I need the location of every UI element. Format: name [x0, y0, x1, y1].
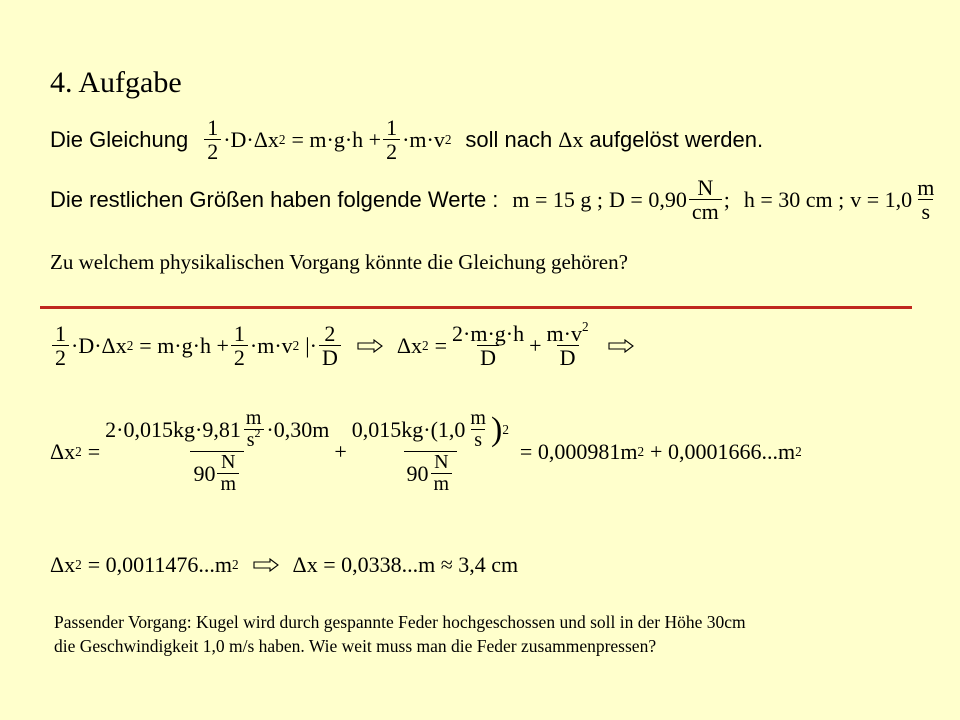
fraction-two-over-D: $\frac{2}{D}$	[319, 322, 341, 369]
solution-step-3: Δx 2 = 0,0011476...m 2 Δx = 0,0338...m ≈ 3,4 cm	[50, 552, 519, 577]
task-suffix-b: aufgelöst werden.	[589, 126, 764, 152]
solution-step-2: Δx 2 = 2·0,015kg·9,81 $\frac{m}{s^2}$ ·0,30m 90 $\frac{N}{m}$ + 0,015kg·(1,0 $\frac{m}{s}$ ) 2 90 $\frac{N}{m}$ = 0,000981m 2 + 0,0001666...m 2	[50, 407, 802, 495]
fraction-term-1: 2·0,015kg·9,81 $\frac{m}{s^2}$ ·0,30m 90 $\frac{N}{m}$	[105, 407, 330, 495]
unit-N-per-cm: $\frac{N}{cm}$	[689, 176, 722, 223]
step2-result-b: + 0,0001666...m	[650, 438, 796, 464]
answer-line-1: Passender Vorgang: Kugel wird durch gespannte Feder hochgeschossen und soll in der Höhe 30cm	[54, 612, 746, 632]
answer-line-2: die Geschwindigkeit 1,0 m/s haben. Wie weit muss man die Feder zusammenpressen?	[54, 636, 657, 656]
value-m: m = 15 g ;	[512, 186, 604, 212]
step2-result: = 0,000981m	[519, 438, 638, 464]
fraction-half: $\frac{1}{2}$	[231, 322, 248, 369]
fraction-half: $\frac{1}{2}$	[383, 116, 400, 163]
solution-step-1: $\frac{1}{2}$ ·D·Δx 2 = m·g·h + $\frac{1}{2}$ ·m·v 2 |· $\frac{2}{D}$ Δx 2 = $\frac{2\cdot m\cdot g\cdot h}{D}$ + $\frac{m\cdot v^2}{D}$	[50, 322, 648, 369]
task-equation: $\frac{1}{2}$ ·D·Δx 2 = m·g·h + $\frac{1}{2}$ ·m·v 2	[202, 116, 451, 163]
task-statement	[50, 116, 763, 163]
implies-arrow-icon	[253, 558, 279, 572]
implies-arrow-icon	[357, 339, 383, 353]
final-result: Δx = 0,0338...m ≈ 3,4 cm	[292, 552, 519, 577]
task-solve-var: Δx	[558, 126, 584, 152]
task-prefix: Die Gleichung	[50, 126, 189, 152]
page-title: 4. Aufgabe	[50, 66, 182, 99]
answer-paragraph	[54, 610, 746, 658]
fraction-half: $\frac{1}{2}$	[204, 116, 221, 163]
implies-arrow-icon	[608, 339, 634, 353]
fraction-2mgh-over-D: $\frac{2\cdot m\cdot g\cdot h}{D}$	[452, 321, 525, 371]
values-prefix: Die restlichen Größen haben folgende Werte :	[50, 186, 499, 212]
fraction-mv2-over-D: $\frac{m\cdot v^2}{D}$	[546, 319, 589, 371]
fraction-term-2: 0,015kg·(1,0 $\frac{m}{s}$ ) 2 90 $\frac{N}{m}$	[351, 407, 509, 495]
task-suffix-a: soll nach	[465, 126, 553, 152]
divider-line	[40, 306, 912, 309]
given-values: Die restlichen Größen haben folgende Werte : m = 15 g ; D = 0,90 $\frac{N}{cm}$ ; h = 30 cm ; v = 1,0 $\frac{m}{s}$	[50, 176, 939, 223]
fraction-half: $\frac{1}{2}$	[52, 322, 69, 369]
value-h: h = 30 cm ;	[743, 186, 845, 212]
question-text: Zu welchem physikalischen Vorgang könnte die Gleichung gehören?	[50, 250, 628, 274]
value-D: D = 0,90	[609, 186, 687, 212]
unit-m-per-s: $\frac{m}{s}$	[917, 175, 935, 225]
value-v: v = 1,0	[850, 186, 913, 212]
